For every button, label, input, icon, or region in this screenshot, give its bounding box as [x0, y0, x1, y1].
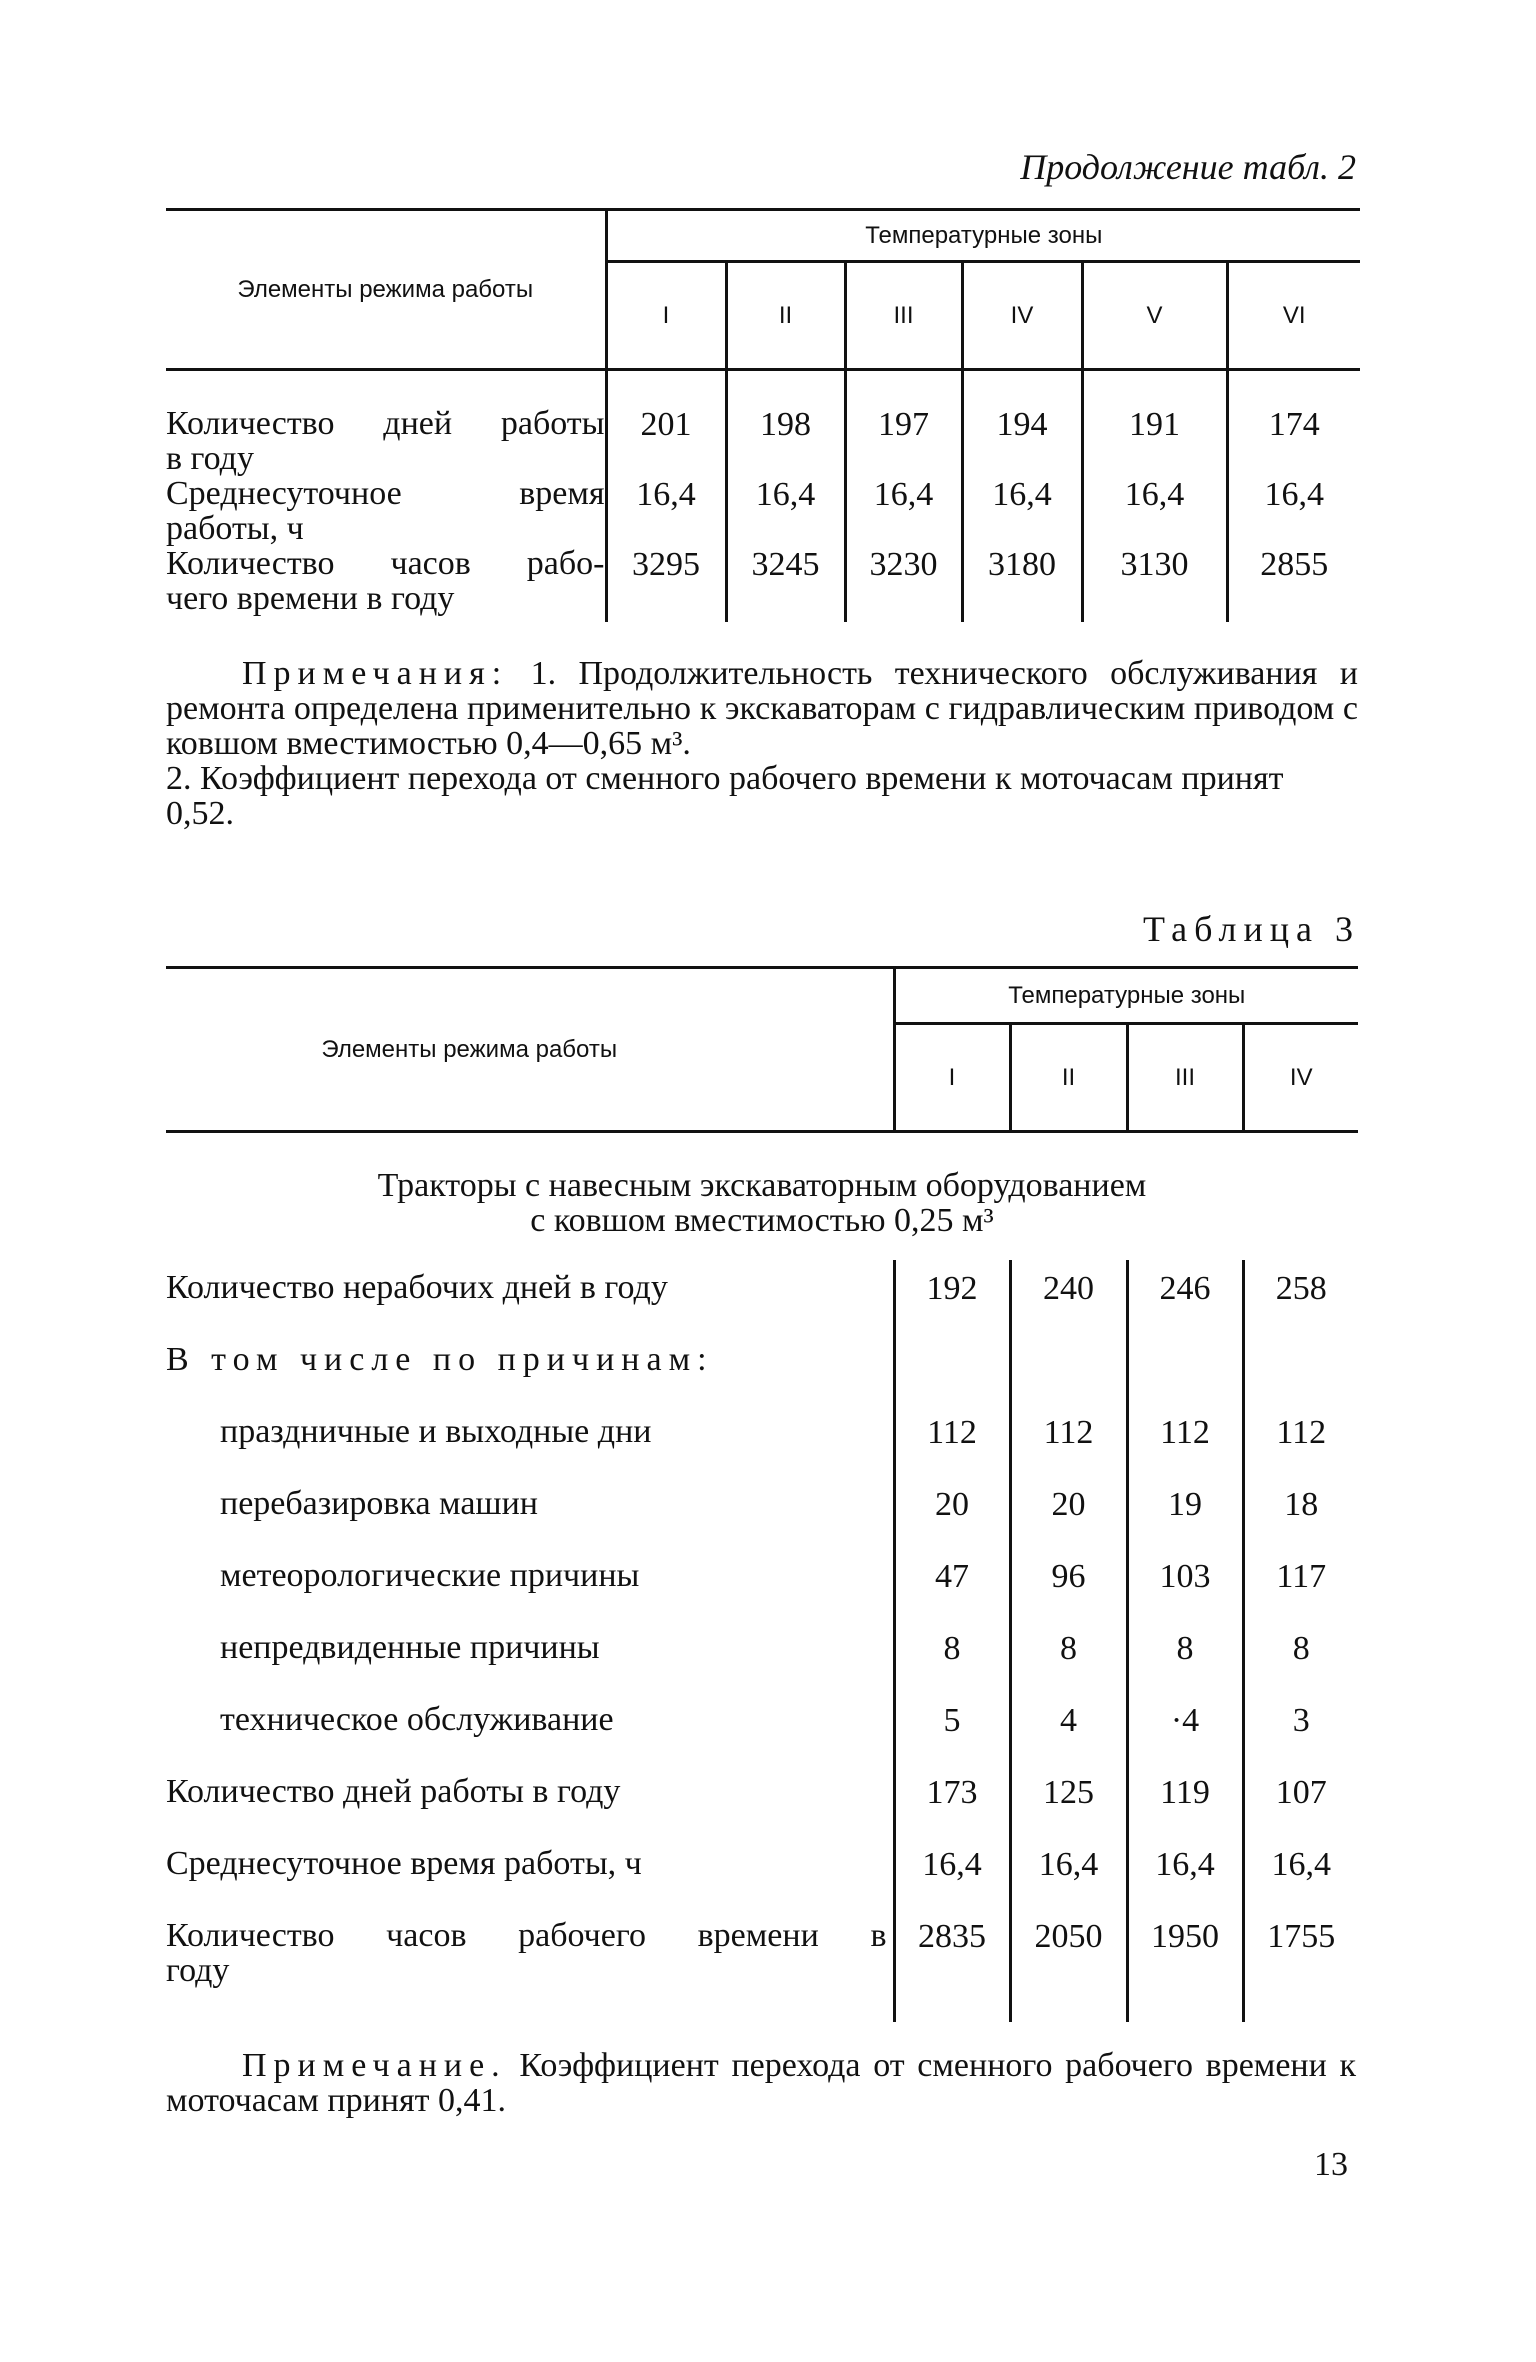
section-title [166, 1132, 1358, 1260]
row-label: Количество дней работы в году [166, 1764, 894, 1836]
notes-title: Примечания: [242, 655, 509, 692]
cell-value: 20 [894, 1476, 1010, 1548]
cell-value: 125 [1010, 1764, 1127, 1836]
cell-value: 8 [1127, 1620, 1243, 1692]
table-row [166, 546, 1360, 622]
cell-value: 20 [1010, 1476, 1127, 1548]
table-row [166, 1764, 1358, 1836]
row-label: году [166, 1951, 230, 1989]
cell-value: 8 [1010, 1620, 1127, 1692]
table2-zone-header: IV [962, 262, 1082, 370]
table-row [166, 1908, 1358, 2022]
row-label: чего времени в году [166, 579, 455, 617]
row-label: техническое обслуживание [166, 1692, 894, 1764]
cell-value: 240 [1010, 1260, 1127, 1332]
table-row [166, 1332, 1358, 1404]
row-label: работы, ч [166, 509, 304, 547]
table-3 [166, 966, 1358, 2022]
table3-zone-header: III [1127, 1024, 1243, 1132]
cell-value: 246 [1127, 1260, 1243, 1332]
table2-row-header: Элементы режима работы [166, 210, 606, 370]
cell-value: 117 [1276, 1557, 1327, 1595]
continuation-caption: Продолжение табл. 2 [1020, 147, 1356, 187]
cell-value: 16,4 [1010, 1836, 1127, 1908]
row-label: метеорологические причины [166, 1548, 894, 1620]
cell-value: 16,4 [1271, 1845, 1331, 1883]
row-label: В том числе по причинам: [166, 1340, 714, 1378]
note-text: Коэффициент перехода от сменного рабочего времени к моточасам принят 0,41. [166, 2047, 1357, 2119]
table2-zone-header: VI [1282, 301, 1306, 329]
cell-value: 2835 [894, 1908, 1010, 2022]
cell-value: 3130 [1082, 546, 1227, 622]
table-row [166, 1476, 1358, 1548]
cell-value: 3180 [962, 546, 1082, 622]
cell-value: 112 [1276, 1413, 1327, 1451]
cell-value: 19 [1127, 1476, 1243, 1548]
cell-value: 16,4 [606, 476, 726, 546]
cell-value: 174 [1268, 405, 1320, 443]
cell-value: 3295 [606, 546, 726, 622]
row-label: Среднесуточное время [166, 474, 605, 512]
row-label: Количество часов рабо- [166, 544, 605, 582]
page-number: 13 [1314, 2146, 1348, 2183]
table2-zone-header: I [606, 262, 726, 370]
table3-zone-header: I [894, 1024, 1010, 1132]
cell-value: 96 [1010, 1548, 1127, 1620]
cell-value: 16,4 [726, 476, 845, 546]
cell-value: 3230 [845, 546, 962, 622]
note-title: Примечание. [242, 2047, 507, 2084]
section-title-line: с ковшом вместимостью 0,25 м³ [530, 1202, 994, 1240]
row-label: Среднесуточное время работы, ч [166, 1836, 894, 1908]
cell-value: 47 [894, 1548, 1010, 1620]
table-row [166, 1548, 1358, 1620]
note-1: 1. Продолжительность технического обслуживания и ремонта определена применительно к экскаваторам с гидравлическим приводом с ковшом вместимостью 0,4—0,65 м³. [166, 655, 1358, 762]
table-row [166, 406, 1360, 476]
cell-value: 16,4 [1082, 476, 1227, 546]
cell-value: 3 [1292, 1701, 1310, 1739]
cell-value: 16,4 [845, 476, 962, 546]
row-label: перебазировка машин [166, 1476, 894, 1548]
cell-value: 112 [1127, 1404, 1243, 1476]
cell-value: 18 [1284, 1485, 1319, 1523]
row-label: Количество часов рабочего времени в [166, 1916, 887, 1954]
cell-value: 16,4 [1127, 1836, 1243, 1908]
cell-value: 197 [845, 406, 962, 476]
cell-value: 1950 [1127, 1908, 1243, 2022]
table-row [166, 1620, 1358, 1692]
table2-zone-header: II [726, 262, 845, 370]
row-label: непредвиденные причины [166, 1620, 894, 1692]
cell-value: 5 [894, 1692, 1010, 1764]
table3-row-header: Элементы режима работы [166, 968, 894, 1132]
cell-value: 16,4 [1264, 475, 1325, 513]
cell-value: 119 [1127, 1764, 1243, 1836]
cell-value: ·4 [1127, 1692, 1243, 1764]
table-2 [166, 208, 1360, 622]
cell-value: 201 [606, 406, 726, 476]
notes-table-2 [166, 656, 1358, 831]
cell-value: 16,4 [894, 1836, 1010, 1908]
table-row [166, 1404, 1358, 1476]
cell-value: 103 [1127, 1548, 1243, 1620]
cell-value: 191 [1082, 406, 1227, 476]
table3-zone-header: IV [1289, 1063, 1313, 1091]
cell-value: 2050 [1010, 1908, 1127, 2022]
cell-value: 8 [894, 1620, 1010, 1692]
table-row [166, 1836, 1358, 1908]
cell-value: 2855 [1260, 545, 1329, 583]
row-label: Количество дней работы [166, 404, 605, 442]
table2-group-header: Температурные зоны [606, 210, 1360, 262]
cell-value: 3245 [726, 546, 845, 622]
row-label: Количество нерабочих дней в году [166, 1260, 894, 1332]
cell-value: 258 [1275, 1269, 1327, 1307]
section-title-line: Тракторы с навесным экскаваторным оборудованием [377, 1167, 1147, 1205]
note-table-3 [166, 2048, 1356, 2118]
table3-zone-header: II [1010, 1024, 1127, 1132]
table-3-caption: Таблица 3 [1143, 909, 1360, 949]
cell-value: 192 [894, 1260, 1010, 1332]
table2-zone-header: V [1082, 262, 1227, 370]
cell-value: 8 [1292, 1629, 1310, 1667]
cell-value: 194 [962, 406, 1082, 476]
table2-zone-header: III [845, 262, 962, 370]
cell-value: 1755 [1267, 1917, 1336, 1955]
table-row [166, 1692, 1358, 1764]
row-label: праздничные и выходные дни [166, 1404, 894, 1476]
cell-value: 107 [1275, 1773, 1327, 1811]
table-row [166, 476, 1360, 546]
cell-value: 112 [1010, 1404, 1127, 1476]
cell-value: 4 [1010, 1692, 1127, 1764]
note-2: 2. Коэффициент перехода от сменного рабочего времени к моточасам принят 0,52. [166, 760, 1284, 832]
cell-value: 112 [894, 1404, 1010, 1476]
cell-value: 198 [726, 406, 845, 476]
cell-value: 173 [894, 1764, 1010, 1836]
table3-group-header: Температурные зоны [894, 968, 1358, 1024]
row-label: в году [166, 439, 254, 477]
table-row [166, 1260, 1358, 1332]
cell-value: 16,4 [962, 476, 1082, 546]
